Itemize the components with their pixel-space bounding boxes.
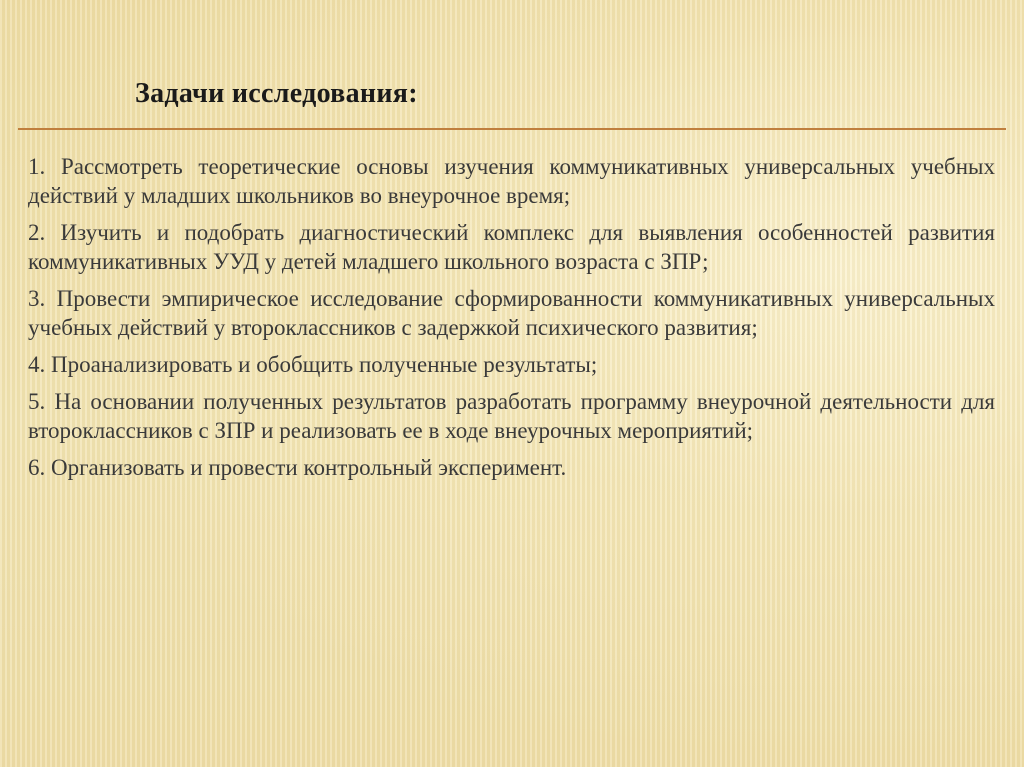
title-divider: [18, 128, 1006, 130]
task-item-1: 1. Рассмотреть теоретические основы изучения коммуникативных универсальных учебных действий у младших школьников во внеурочное время;: [28, 154, 995, 208]
task-item-2: 2. Изучить и подобрать диагностический комплекс для выявления особенностей развития коммуникативных УУД у детей младшего школьного возраста с ЗПР;: [28, 220, 995, 274]
task-item-6: 6. Организовать и провести контрольный эксперимент.: [28, 455, 567, 480]
task-item-3: 3. Провести эмпирическое исследование сформированности коммуникативных универсальных учебных действий у второклассников с задержкой психического развития;: [28, 286, 995, 340]
task-item-4: 4. Проанализировать и обобщить полученные результаты;: [28, 352, 598, 377]
slide-title: Задачи исследования:: [135, 78, 418, 109]
task-item-5: 5. На основании полученных результатов разработать программу внеурочной деятельности для второклассников с ЗПР и реализовать ее в ходе внеурочных мероприятий;: [28, 389, 995, 443]
task-list: [28, 152, 995, 490]
